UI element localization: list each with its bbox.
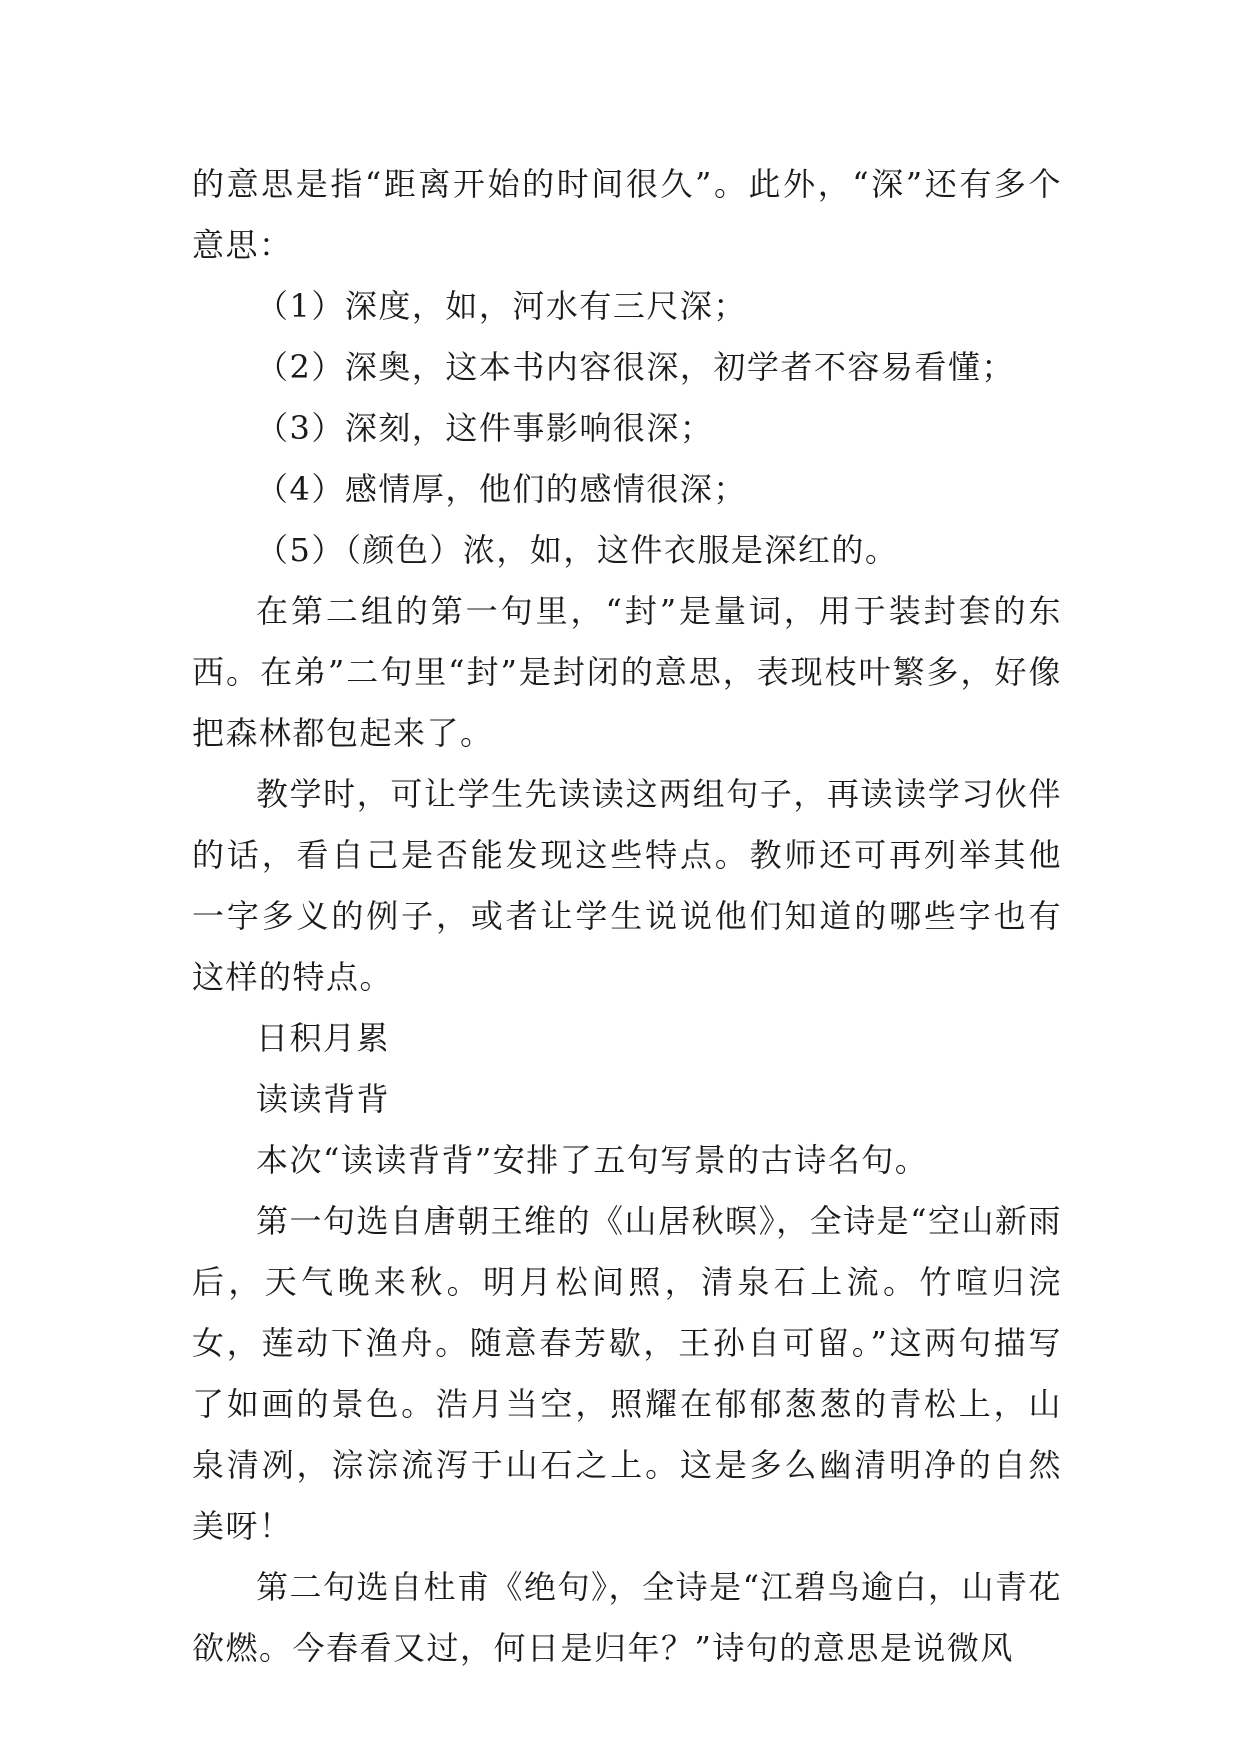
- document-body: [192, 154, 1062, 1679]
- section-heading-riji-yuelei: 日积月累: [256, 1019, 391, 1057]
- list-item-depth: （1）深度，如，河水有三尺深；: [256, 287, 747, 325]
- list-item-deep-impact: （3）深刻，这件事影响很深；: [256, 409, 714, 447]
- section-heading-dudu-beibei: 读读背背: [256, 1080, 391, 1118]
- paragraph-second-group: 在第二组的第一句里，“封”是量词，用于装封套的东西。在弟”二句里“封”是封闭的意思，表现枝叶繁多，好像把森林都包起来了。: [192, 592, 1062, 752]
- paragraph-second-poem: 第二句选自杜甫《绝句》，全诗是“江碧鸟逾白，山青花欲燃。今春看又过，何日是归年？”诗句的意思是说微风: [192, 1568, 1062, 1667]
- paragraph-meaning-continued: 的意思是指“距离开始的时间很久”。此外，“深”还有多个意思：: [192, 165, 1062, 264]
- paragraph-intro-poems: 本次“读读背背”安排了五句写景的古诗名句。: [256, 1141, 929, 1179]
- paragraph-first-poem: 第一句选自唐朝王维的《山居秋暝》，全诗是“空山新雨后，天气晚来秋。明月松间照，清泉石上流。竹喧归浣女，莲动下渔舟。随意春芳歇，王孙自可留。”这两句描写了如画的景色。浩月当空，照耀在郁郁葱葱的青松上，山泉清冽，淙淙流泻于山石之上。这是多么幽清明净的自然美呀！: [192, 1202, 1062, 1545]
- list-item-deep-color: （5）（颜色）浓，如，这件衣服是深红的。: [256, 531, 899, 569]
- list-item-deep-feeling: （4）感情厚，他们的感情很深；: [256, 470, 747, 508]
- paragraph-teaching: 教学时，可让学生先读读这两组句子，再读读学习伙伴的话，看自己是否能发现这些特点。教师还可再列举其他一字多义的例子，或者让学生说说他们知道的哪些字也有这样的特点。: [192, 775, 1062, 996]
- list-item-profound: （2）深奥，这本书内容很深，初学者不容易看懂；: [256, 348, 1015, 386]
